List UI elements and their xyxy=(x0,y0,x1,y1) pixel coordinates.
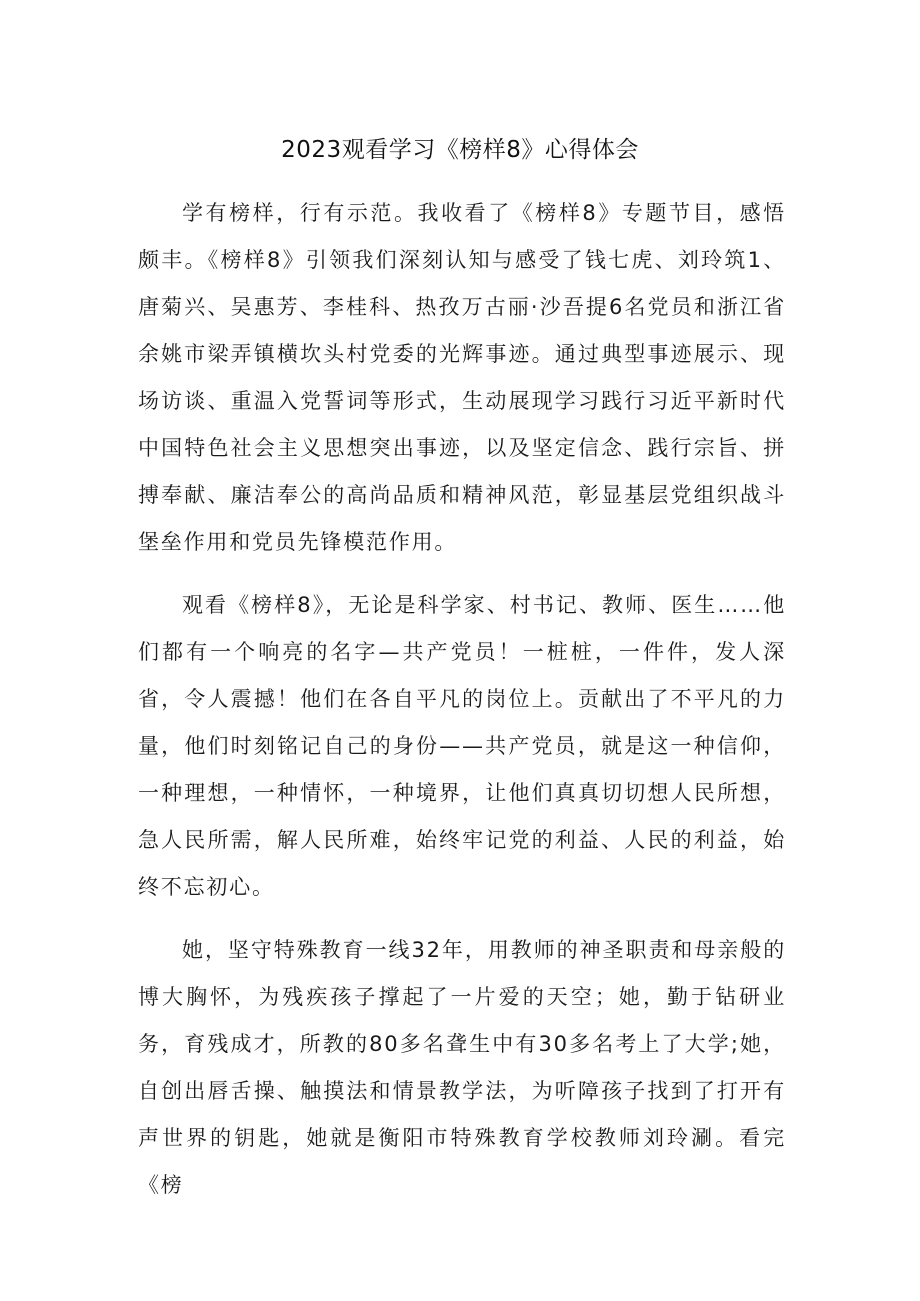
document-body xyxy=(138,190,786,1209)
paragraph-1: 学有榜样，行有示范。我收看了《榜样8》专题节目，感悟颇丰。《榜样8》引领我们深刻认知与感受了钱七虎、刘玲筑1、唐菊兴、吴惠芳、李桂科、热孜万古丽·沙吾提6名党员和浙江省余姚市梁弄镇横坎头村党委的光辉事迹。通过典型事迹展示、现场访谈、重温入党誓词等形式，生动展现学习践行习近平新时代中国特色社会主义思想突出事迹，以及坚定信念、践行宗旨、拼搏奉献、廉洁奉公的高尚品质和精神风范，彰显基层党组织战斗堡垒作用和党员先锋模范作用。 xyxy=(138,201,786,554)
paragraph-2: 观看《榜样8》，无论是科学家、村书记、教师、医生……他们都有一个响亮的名字—共产党员！一桩桩，一件件，发人深省，令人震撼！他们在各自平凡的岗位上。贡献出了不平凡的力量，他们时刻铭记自己的身份——共产党员，就是这一种信仰，一种理想，一种情怀，一种境界，让他们真真切切想人民所想，急人民所需，解人民所难，始终牢记党的利益、人民的利益，始终不忘初心。 xyxy=(138,593,786,899)
document-title: 2023观看学习《榜样8》心得体会 xyxy=(281,137,639,163)
paragraph-3: 她，坚守特殊教育一线32年，用教师的神圣职责和母亲般的博大胸怀，为残疾孩子撑起了一片爱的天空；她，勤于钻研业务，育残成才，所教的80多名聋生中有30多名考上了大学;她，自创出唇舌操、触摸法和情景教学法，为听障孩子找到了打开有声世界的钥匙，她就是衡阳市特殊教育学校教师刘玲涮。看完《榜 xyxy=(138,938,786,1197)
